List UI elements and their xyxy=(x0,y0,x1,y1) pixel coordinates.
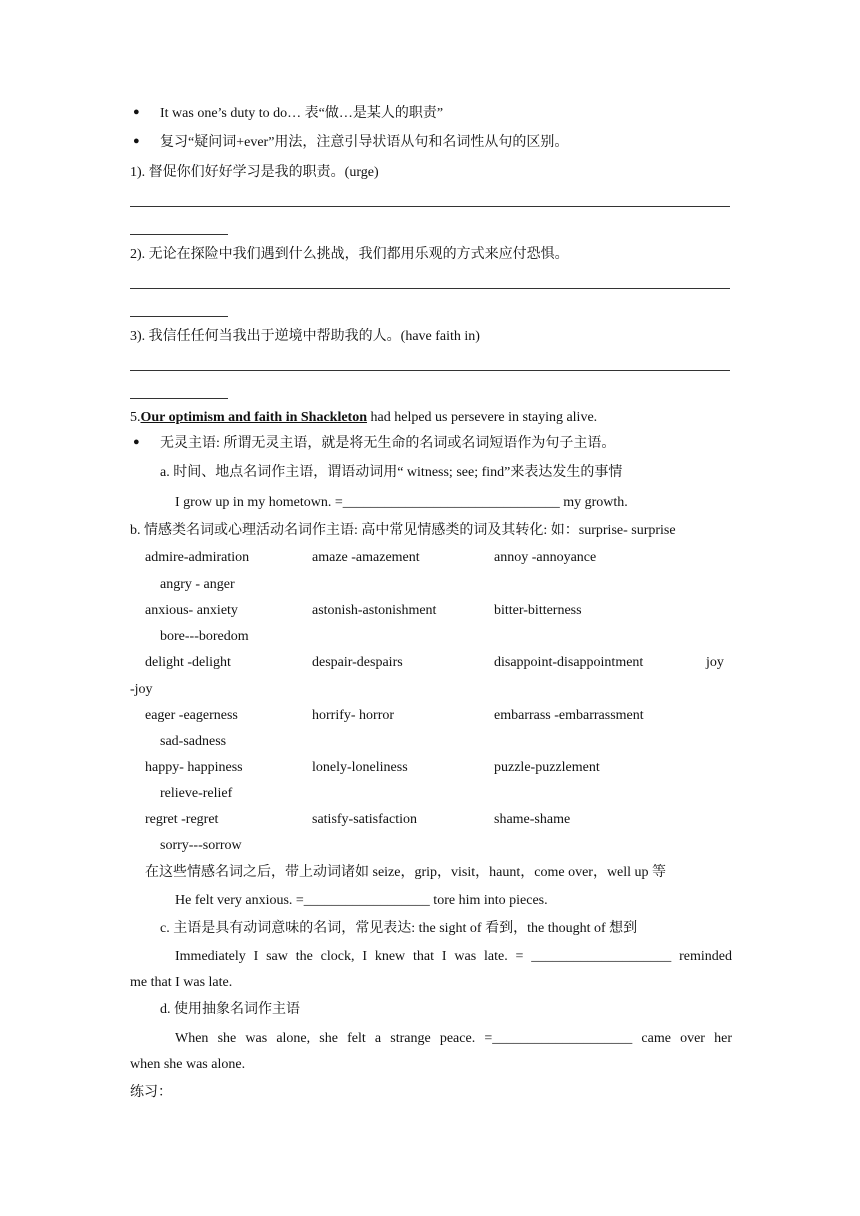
word-pair: relieve-relief xyxy=(160,786,233,801)
point-a-heading: a. 时间、地点名词作主语，谓语动词用“ witness; see; find”来表达发生的事情 xyxy=(160,465,623,480)
bullet-inanimate-subject: ● 无灵主语: 所谓无灵主语，就是将无生命的名词或名词短语作为句子主语。 xyxy=(160,437,615,451)
exercise-2: 2). 无论在探险中我们遇到什么挑战，我们都用乐观的方式来应付恐惧。 xyxy=(130,247,569,262)
point-c-example-line1: Immediately I saw the clock, I knew that I was late. = ____________________ reminded xyxy=(175,949,732,964)
answer-line-3b[interactable] xyxy=(130,398,228,399)
word-pair: embarrass -embarrassment xyxy=(494,708,644,723)
practice-heading: 练习： xyxy=(130,1085,172,1100)
point-a-example: I grow up in my hometown. =_______________________________ my growth. xyxy=(175,495,628,510)
word-pair: disappoint-disappointment xyxy=(494,655,644,670)
point-b-example: He felt very anxious. =__________________ tore him into pieces. xyxy=(175,893,548,908)
word-pair: anxious- anxiety xyxy=(145,603,238,618)
word-pair: shame-shame xyxy=(494,812,571,827)
sentence-5-number: 5. xyxy=(130,410,141,425)
word-pair: sorry---sorrow xyxy=(160,838,242,853)
exercise-1: 1). 督促你们好好学习是我的职责。(urge) xyxy=(130,165,379,180)
sentence-5-subject: Our optimism and faith in Shackleton xyxy=(140,410,368,425)
bullet-ever-usage: ● 复习“疑问词+ever”用法，注意引导状语从句和名词性从句的区别。 xyxy=(160,136,568,150)
word-pair: bitter-bitterness xyxy=(494,603,582,618)
answer-line-1b[interactable] xyxy=(130,234,228,235)
sentence-5 xyxy=(130,411,597,425)
point-d-example-line2: when she was alone. xyxy=(130,1057,246,1072)
answer-line-1a[interactable] xyxy=(130,206,730,207)
answer-line-3a[interactable] xyxy=(130,370,730,371)
sentence-5-rest: had helped us persevere in staying alive. xyxy=(367,410,598,425)
word-pair: despair-despairs xyxy=(312,655,403,670)
word-pair: satisfy-satisfaction xyxy=(312,812,417,827)
word-pair: lonely-loneliness xyxy=(312,760,408,775)
point-c-heading: c. 主语是具有动词意味的名词，常见表达: the sight of 看到，the thought of 想到 xyxy=(160,921,638,936)
word-pair: annoy -annoyance xyxy=(494,550,597,565)
word-pair: regret -regret xyxy=(145,812,219,827)
point-b-note: 在这些情感名词之后，带上动词诸如 seize，grip，visit，haunt，come over，well up 等 xyxy=(145,865,667,880)
exercise-3: 3). 我信任任何当我出于逆境中帮助我的人。(have faith in) xyxy=(130,329,480,344)
word-pair: admire-admiration xyxy=(145,550,250,565)
word-pair: delight -delight xyxy=(145,655,231,670)
word-pair: horrify- horror xyxy=(312,708,395,723)
bullet-duty: ● It was one’s duty to do… 表“做…是某人的职责” xyxy=(160,107,443,121)
word-pair: angry - anger xyxy=(160,577,235,592)
point-d-example-line1: When she was alone, she felt a strange peace. =____________________ came over her xyxy=(175,1031,732,1046)
word-pair: puzzle-puzzlement xyxy=(494,760,600,775)
word-pair: happy- happiness xyxy=(145,760,243,775)
point-b-heading: b. 情感类名词或心理活动名词作主语: 高中常见情感类的词及其转化: 如：surprise- surprise xyxy=(130,523,676,538)
word-pair: bore---boredom xyxy=(160,629,249,644)
word-pair: amaze -amazement xyxy=(312,550,420,565)
word-pair: astonish-astonishment xyxy=(312,603,437,618)
word-pair: -joy xyxy=(130,682,153,697)
point-c-example-line2: me that I was late. xyxy=(130,975,233,990)
point-d-heading: d. 使用抽象名词作主语 xyxy=(160,1002,300,1017)
word-pair: eager -eagerness xyxy=(145,708,238,723)
answer-line-2b[interactable] xyxy=(130,316,228,317)
word-pair: sad-sadness xyxy=(160,734,227,749)
word-pair: joy xyxy=(706,655,724,670)
answer-line-2a[interactable] xyxy=(130,288,730,289)
